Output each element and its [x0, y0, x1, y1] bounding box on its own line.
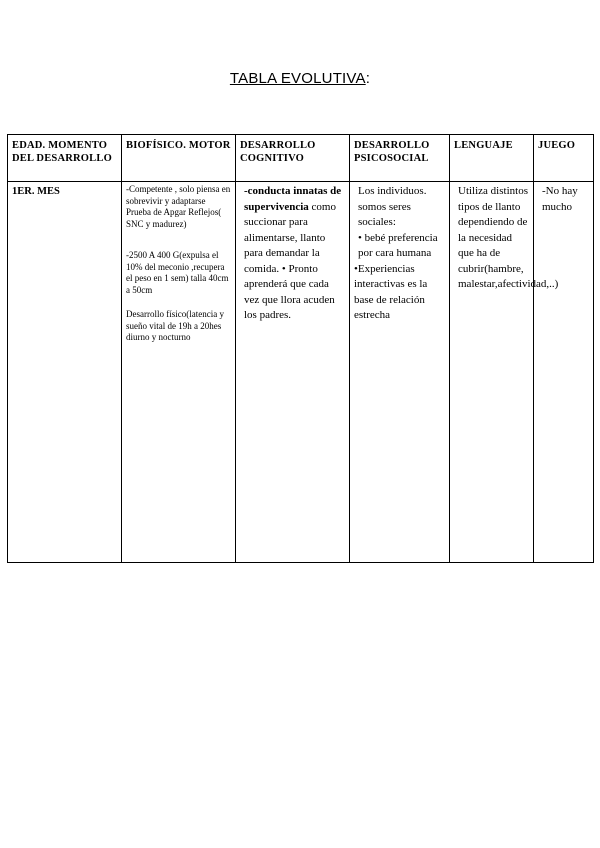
- header-juego: JUEGO: [534, 135, 594, 182]
- psicosocial-p2: • bebé preferencia por cara humana: [358, 231, 438, 259]
- header-biofisico: BIOFÍSICO. MOTOR: [122, 135, 236, 182]
- lenguaje-text: Utiliza distintos tipos de llanto dependiendo de la necesidad que ha de cubrir(hambre, malestar,afectividad,..): [458, 185, 559, 290]
- cell-cognitivo: [236, 182, 350, 563]
- cognitivo-bold: -conducta innatas de supervivencia: [244, 185, 342, 213]
- header-psicosocial: DESARROLLO PSICOSOCIAL: [350, 135, 450, 182]
- juego-text: -No hay mucho: [542, 185, 578, 213]
- evolution-table: [7, 134, 594, 563]
- table-header-row: [8, 135, 594, 182]
- biofisico-p1: -Competente , solo piensa en sobrevivir y adaptarse Prueba de Apgar Reflejos( SNC y madurez): [126, 184, 231, 229]
- header-cognitivo: DESARROLLO COGNITIVO: [236, 135, 350, 182]
- document-title: [0, 70, 600, 87]
- cell-psicosocial: [350, 182, 450, 563]
- psicosocial-p1: Los individuos. somos seres sociales:: [358, 185, 427, 228]
- document-title-text: TABLA EVOLUTIVA: [229, 70, 366, 87]
- table-row: [8, 182, 594, 563]
- cell-lenguaje: [450, 182, 559, 563]
- cognitivo-text: como succionar para alimentarse, llanto para demandar la comida. • Pronto aprenderá que cada vez que llora acuden los padres.: [244, 200, 336, 321]
- document-title-suffix: :: [365, 70, 371, 87]
- cognitivo-paragraph: [240, 184, 345, 324]
- biofisico-p3: Desarrollo físico(latencia y sueño vital de 19h a 20hes diurno y nocturno: [126, 309, 224, 342]
- header-lenguaje: LENGUAJE: [450, 135, 534, 182]
- cell-edad-text: 1ER. MES: [12, 186, 60, 197]
- biofisico-p2: -2500 A 400 G(expulsa el 10% del meconio ,recupera el peso en 1 sem) talla 40cm a 50cm: [126, 250, 229, 295]
- cell-biofisico: [122, 182, 236, 563]
- cell-juego: [534, 182, 594, 563]
- header-edad: EDAD. MOMENTO DEL DESARROLLO: [8, 135, 122, 182]
- cell-edad: [8, 182, 122, 563]
- psicosocial-p3: •Experiencias interactivas es la base de relación estrecha: [354, 262, 428, 321]
